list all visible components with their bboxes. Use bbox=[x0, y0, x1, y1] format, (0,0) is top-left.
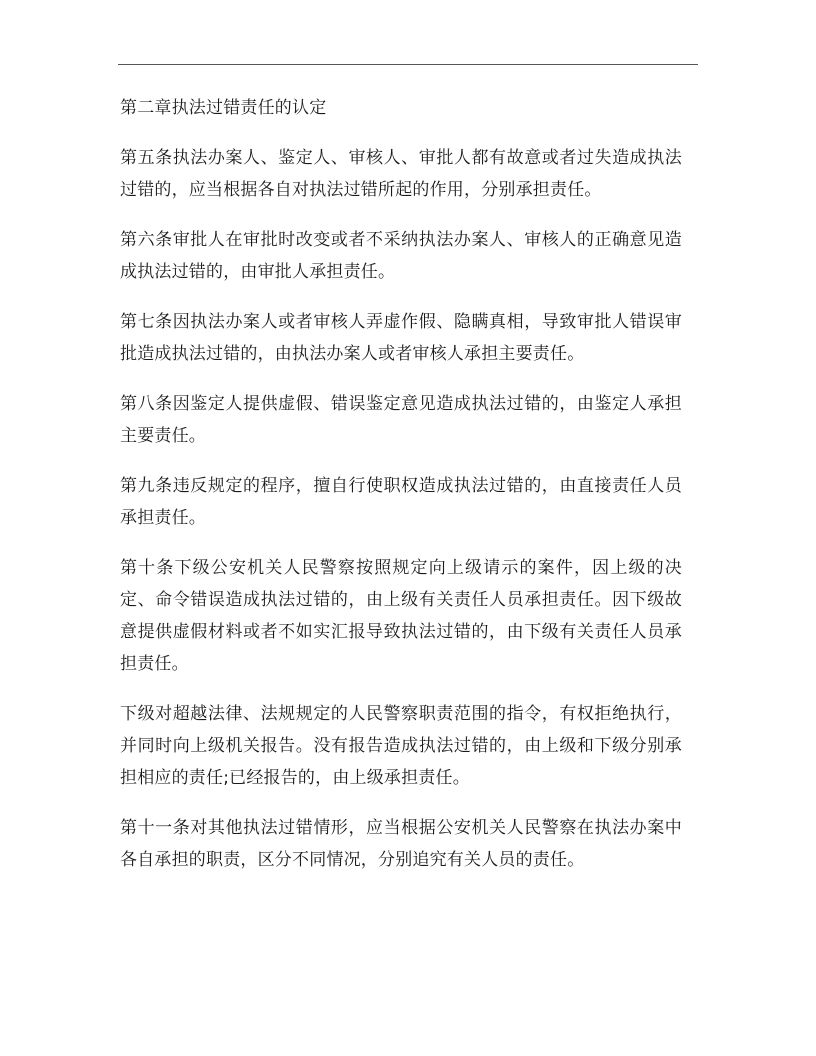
article-10-continued: 下级对超越法律、法规规定的人民警察职责范围的指令，有权拒绝执行，并同时向上级机关报告。没有报告造成执法过错的，由上级和下级分别承担相应的责任;已经报告的，由上级承担责任。 bbox=[120, 704, 682, 788]
article-9: 第九条违反规定的程序，擅自行使职权造成执法过错的，由直接责任人员承担责任。 bbox=[120, 476, 682, 528]
article-11: 第十一条对其他执法过错情形，应当根据公安机关人民警察在执法办案中各自承担的职责，区分不同情况，分别追究有关人员的责任。 bbox=[120, 818, 682, 870]
article-7: 第七条因执法办案人或者审核人弄虚作假、隐瞒真相，导致审批人错误审批造成执法过错的，由执法办案人或者审核人承担主要责任。 bbox=[120, 312, 682, 364]
article-10: 第十条下级公安机关人民警察按照规定向上级请示的案件，因上级的决定、命令错误造成执法过错的，由上级有关责任人员承担责任。因下级故意提供虚假材料或者不如实汇报导致执法过错的，由下级有关责任人员承担责任。 bbox=[120, 558, 682, 674]
article-5: 第五条执法办案人、鉴定人、审核人、审批人都有故意或者过失造成执法过错的，应当根据各自对执法过错所起的作用，分别承担责任。 bbox=[120, 148, 682, 200]
article-8: 第八条因鉴定人提供虚假、错误鉴定意见造成执法过错的，由鉴定人承担主要责任。 bbox=[120, 394, 682, 446]
article-6: 第六条审批人在审批时改变或者不采纳执法办案人、审核人的正确意见造成执法过错的，由审批人承担责任。 bbox=[120, 230, 682, 282]
chapter-title: 第二章执法过错责任的认定 bbox=[120, 98, 327, 118]
document-body bbox=[120, 92, 682, 894]
header-rule bbox=[118, 64, 698, 65]
